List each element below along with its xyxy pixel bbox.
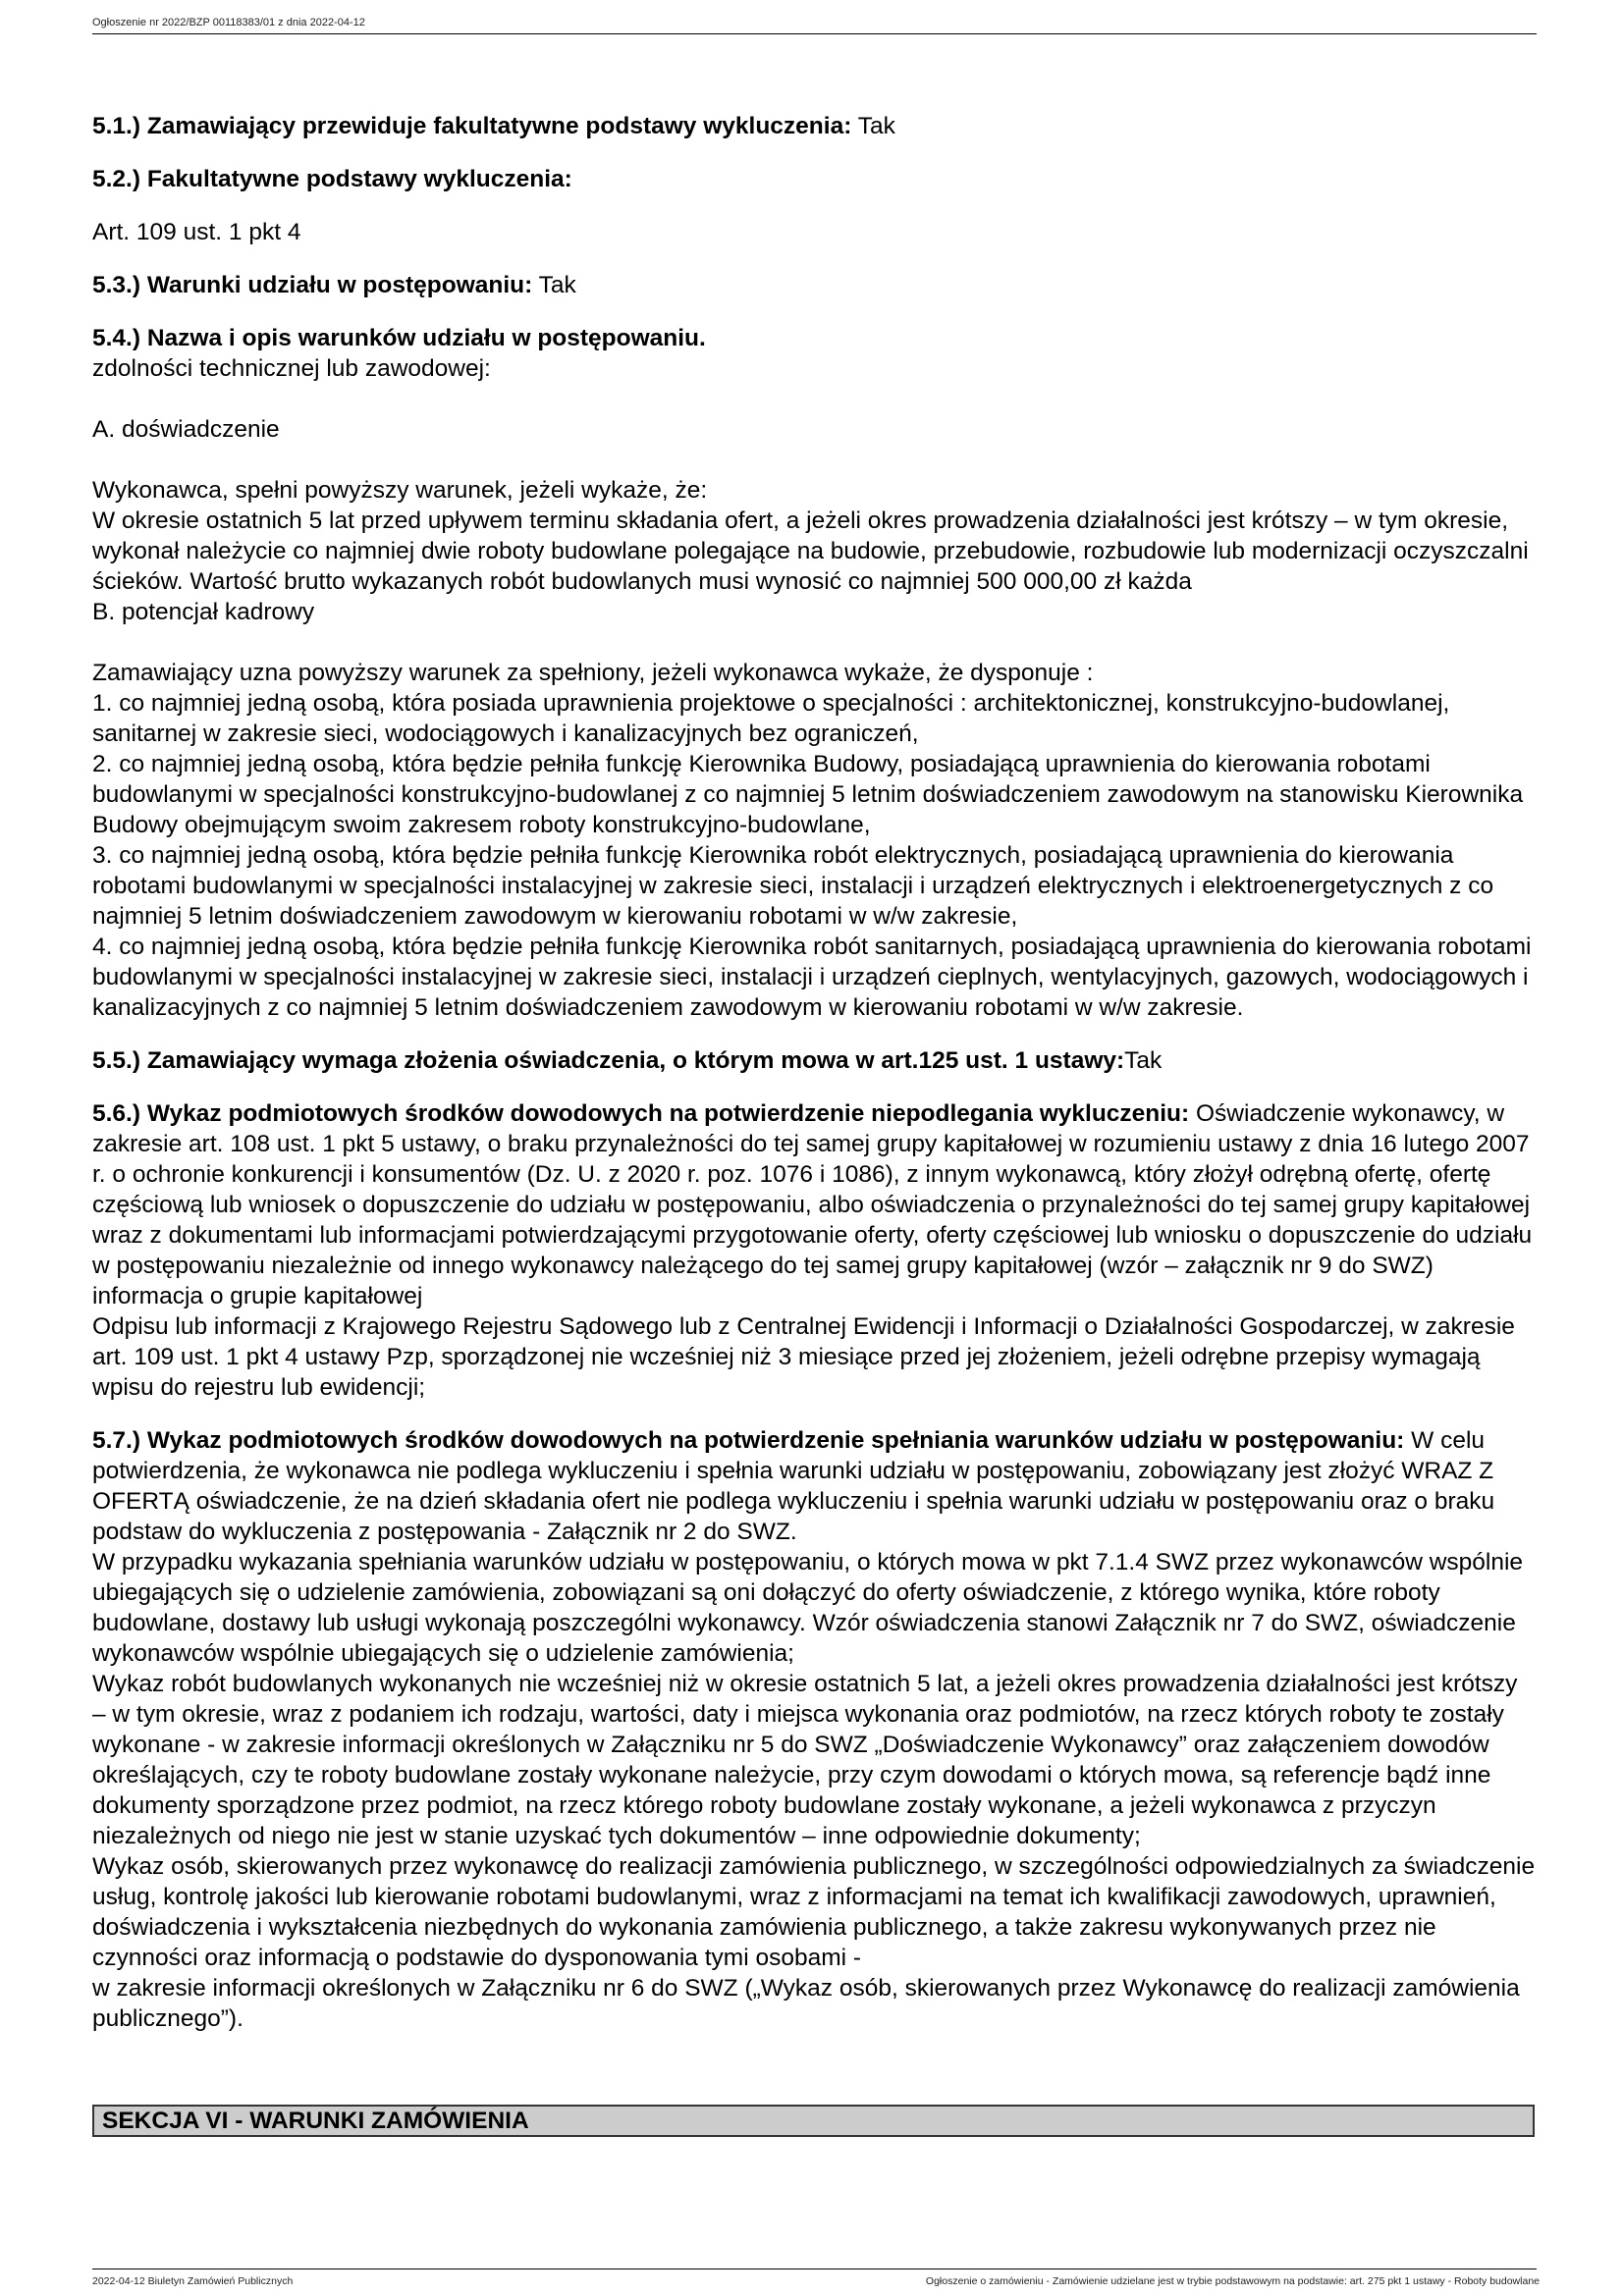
paragraph: w zakresie informacji określonych w Załączniku nr 6 do SWZ („Wykaz osób, skierowanych przez Wykonawcę do realizacji zamówienia publicznego”). (92, 1975, 1520, 2032)
section-5-5-value: Tak (1124, 1047, 1163, 1074)
page-header: Ogłoszenie nr 2022/BZP 00118383/01 z dnia 2022-04-12 (92, 17, 365, 28)
paragraph: 3. co najmniej jedną osobą, która będzie pełniła funkcję Kierownika robót elektrycznych, posiadającą uprawnienia do kierowania robotami budowlanymi w specjalności instalacyjnej w zakresie sieci, instalacji i urządzeń elektrycznych i elektroenergetycznych z co najmniej 5 letnim doświadczeniem zawodowym w kierowaniu robotami w w/w zakresie, (92, 842, 1494, 930)
section-5-6-text: Oświadczenie wykonawcy, w zakresie art. 108 ust. 1 pkt 5 ustawy, o braku przynależności do tej samej grupy kapitałowej w rozumieniu ustawy z dnia 16 lutego 2007 r. o ochronie konkurencji i konsumentów (Dz. U. z 2020 r. poz. 1076 i 1086), z innym wykonawcą, który złożył odrębną ofertę, ofertę częściową lub wniosek o dopuszczenie do udziału w postępowaniu, albo oświadczenia o przynależności do tej samej grupy kapitałowej wraz z dokumentami lub informacjami potwierdzającymi przygotowanie oferty, oferty częściowej lub wniosku o dopuszczenie do udziału w postępowaniu niezależnie od innego wykonawcy należącego do tej samej grupy kapitałowej (wzór – załącznik nr 9 do SWZ) informacja o grupie kapitałowej (92, 1100, 1533, 1309)
paragraph: Zamawiający uzna powyższy warunek za spełniony, jeżeli wykonawca wykaże, że dysponuje : (92, 660, 1094, 686)
section-5-7-text: W celu potwierdzenia, że wykonawca nie podlega wykluczeniu i spełnia warunki udziału w postępowaniu, zobowiązany jest złożyć WRAZ Z OFERTĄ oświadczenie, że na dzień składania ofert nie podlega wykluczeniu i spełnia warunki udziału w postępowaniu oraz o braku podstaw do wykluczenia z postępowania - Załącznik nr 2 do SWZ. (92, 1427, 1495, 1545)
section-5-7-label: 5.7.) Wykaz podmiotowych środków dowodowych na potwierdzenie spełniania warunków udziału w postępowaniu: (92, 1427, 1405, 1454)
section-heading: SEKCJA VI - WARUNKI ZAMÓWIENIA (92, 2105, 1535, 2137)
section-5-4-label: 5.4.) Nazwa i opis warunków udziału w postępowaniu. (92, 325, 706, 351)
section-5-2 (92, 164, 1536, 194)
paragraph: W okresie ostatnich 5 lat przed upływem terminu składania ofert, a jeżeli okres prowadzenia działalności jest krótszy – w tym okresie, wykonał należycie co najmniej dwie roboty budowlane polegające na budowie, przebudowie, rozbudowie lub modernizacji oczyszczalni ścieków. Wartość brutto wykazanych robót budowlanych musi wynosić co najmniej 500 000,00 zł każda (92, 507, 1529, 595)
section-5-5 (92, 1045, 1536, 1076)
paragraph (92, 1098, 1536, 1311)
paragraph: A. doświadczenie (92, 416, 280, 443)
paragraph: B. potencjał kadrowy (92, 599, 315, 625)
footer-right: Ogłoszenie o zamówieniu - Zamówienie udzielane jest w trybie podstawowym na podstawie: art. 275 pkt 1 ustawy - Roboty budowlane (925, 2275, 1540, 2287)
section-5-5-label: 5.5.) Zamawiający wymaga złożenia oświadczenia, o którym mowa w art.125 ust. 1 ustawy: (92, 1047, 1125, 1074)
blank-line (92, 445, 1536, 475)
document-body (92, 111, 1536, 2034)
section-5-3-value: Tak (532, 272, 576, 298)
paragraph: 2. co najmniej jedną osobą, która będzie pełniła funkcję Kierownika Budowy, posiadającą uprawnienia do kierowania robotami budowlanymi w specjalności konstrukcyjno-budowlanej z co najmniej 5 letnim doświadczeniem zawodowym na stanowisku Kierownika Budowy obejmującym swoim zakresem roboty konstrukcyjno-budowlane, (92, 751, 1524, 838)
section-5-3 (92, 270, 1536, 300)
paragraph (92, 1425, 1536, 1547)
blank-line (92, 384, 1536, 414)
paragraph: 4. co najmniej jedną osobą, która będzie pełniła funkcję Kierownika robót sanitarnych, posiadającą uprawnienia do kierowania robotami budowlanymi w specjalności instalacyjnej w zakresie sieci, instalacji i urządzeń cieplnych, wentylacyjnych, gazowych, wodociągowych i kanalizacyjnych z co najmniej 5 letnim doświadczeniem zawodowym w kierowaniu robotami w w/w zakresie. (92, 934, 1532, 1021)
section-5-6 (92, 1098, 1536, 1403)
paragraph: Wykonawca, spełni powyższy warunek, jeżeli wykaże, że: (92, 477, 708, 504)
section-5-4-body (92, 353, 1536, 1023)
section-5-4-heading (92, 323, 1536, 353)
section-5-1-value: Tak (851, 113, 895, 139)
section-5-2-text: Art. 109 ust. 1 pkt 4 (92, 219, 301, 245)
paragraph: Wykaz osób, skierowanych przez wykonawcę do realizacji zamówienia publicznego, w szczególności odpowiedzialnych za świadczenie usług, kontrolę jakości lub kierowanie robotami budowlanymi, wraz z informacjami na temat ich kwalifikacji zawodowych, uprawnień, doświadczenia i wykształcenia niezbędnych do wykonania zamówienia publicznego, a także zakresu wykonywanych przez nie czynności oraz informacją o podstawie do dysponowania tymi osobami - (92, 1853, 1536, 1971)
paragraph: zdolności technicznej lub zawodowej: (92, 355, 491, 382)
paragraph: Odpisu lub informacji z Krajowego Rejestru Sądowego lub z Centralnej Ewidencji i Informacji o Działalności Gospodarczej, w zakresie art. 109 ust. 1 pkt 4 ustawy Pzp, sporządzonej nie wcześniej niż 3 miesiące przed jej złożeniem, jeżeli odrębne przepisy wymagają wpisu do rejestru lub ewidencji; (92, 1313, 1515, 1401)
section-5-1-label: 5.1.) Zamawiający przewiduje fakultatywne podstawy wykluczenia: (92, 113, 852, 139)
footer-left: 2022-04-12 Biuletyn Zamówień Publicznych (92, 2275, 294, 2287)
section-5-2-label: 5.2.) Fakultatywne podstawy wykluczenia: (92, 166, 572, 192)
paragraph: Wykaz robót budowlanych wykonanych nie wcześniej niż w okresie ostatnich 5 lat, a jeżeli okres prowadzenia działalności jest krótszy – w tym okresie, wraz z podaniem ich rodzaju, wartości, daty i miejsca wykonania oraz podmiotów, na rzecz których roboty te zostały wykonane - w zakresie informacji określonych w Załączniku nr 5 do SWZ „Doświadczenie Wykonawcy” oraz załączeniem dowodów określających, czy te roboty budowlane zostały wykonane należycie, przy czym dowodami o których mowa, są referencje bądź inne dokumenty sporządzone przez podmiot, na rzecz którego roboty budowlane zostały wykonane, a jeżeli wykonawca z przyczyn niezależnych od niego nie jest w stanie uzyskać tych dokumentów – inne odpowiednie dokumenty; (92, 1671, 1518, 1849)
section-5-3-label: 5.3.) Warunki udziału w postępowaniu: (92, 272, 533, 298)
section-5-7 (92, 1425, 1536, 2034)
section-5-1 (92, 111, 1536, 141)
paragraph: 1. co najmniej jedną osobą, która posiada uprawnienia projektowe o specjalności : architektonicznej, konstrukcyjno-budowlanej, sanitarnej w zakresie sieci, wodociągowych i kanalizacyjnych bez ograniczeń, (92, 690, 1450, 747)
section-5-6-label: 5.6.) Wykaz podmiotowych środków dowodowych na potwierdzenie niepodlegania wykluczeniu: (92, 1100, 1190, 1127)
blank-line (92, 627, 1536, 658)
paragraph: W przypadku wykazania spełniania warunków udziału w postępowaniu, o których mowa w pkt 7.1.4 SWZ przez wykonawców wspólnie ubiegających się o udzielenie zamówienia, zobowiązani są oni dołączyć do oferty oświadczenie, z którego wynika, które roboty budowlane, dostawy lub usługi wykonają poszczególni wykonawcy. Wzór oświadczenia stanowi Załącznik nr 7 do SWZ, oświadczenie wykonawców wspólnie ubiegających się o udzielenie zamówienia; (92, 1549, 1524, 1667)
header-divider (92, 33, 1537, 34)
